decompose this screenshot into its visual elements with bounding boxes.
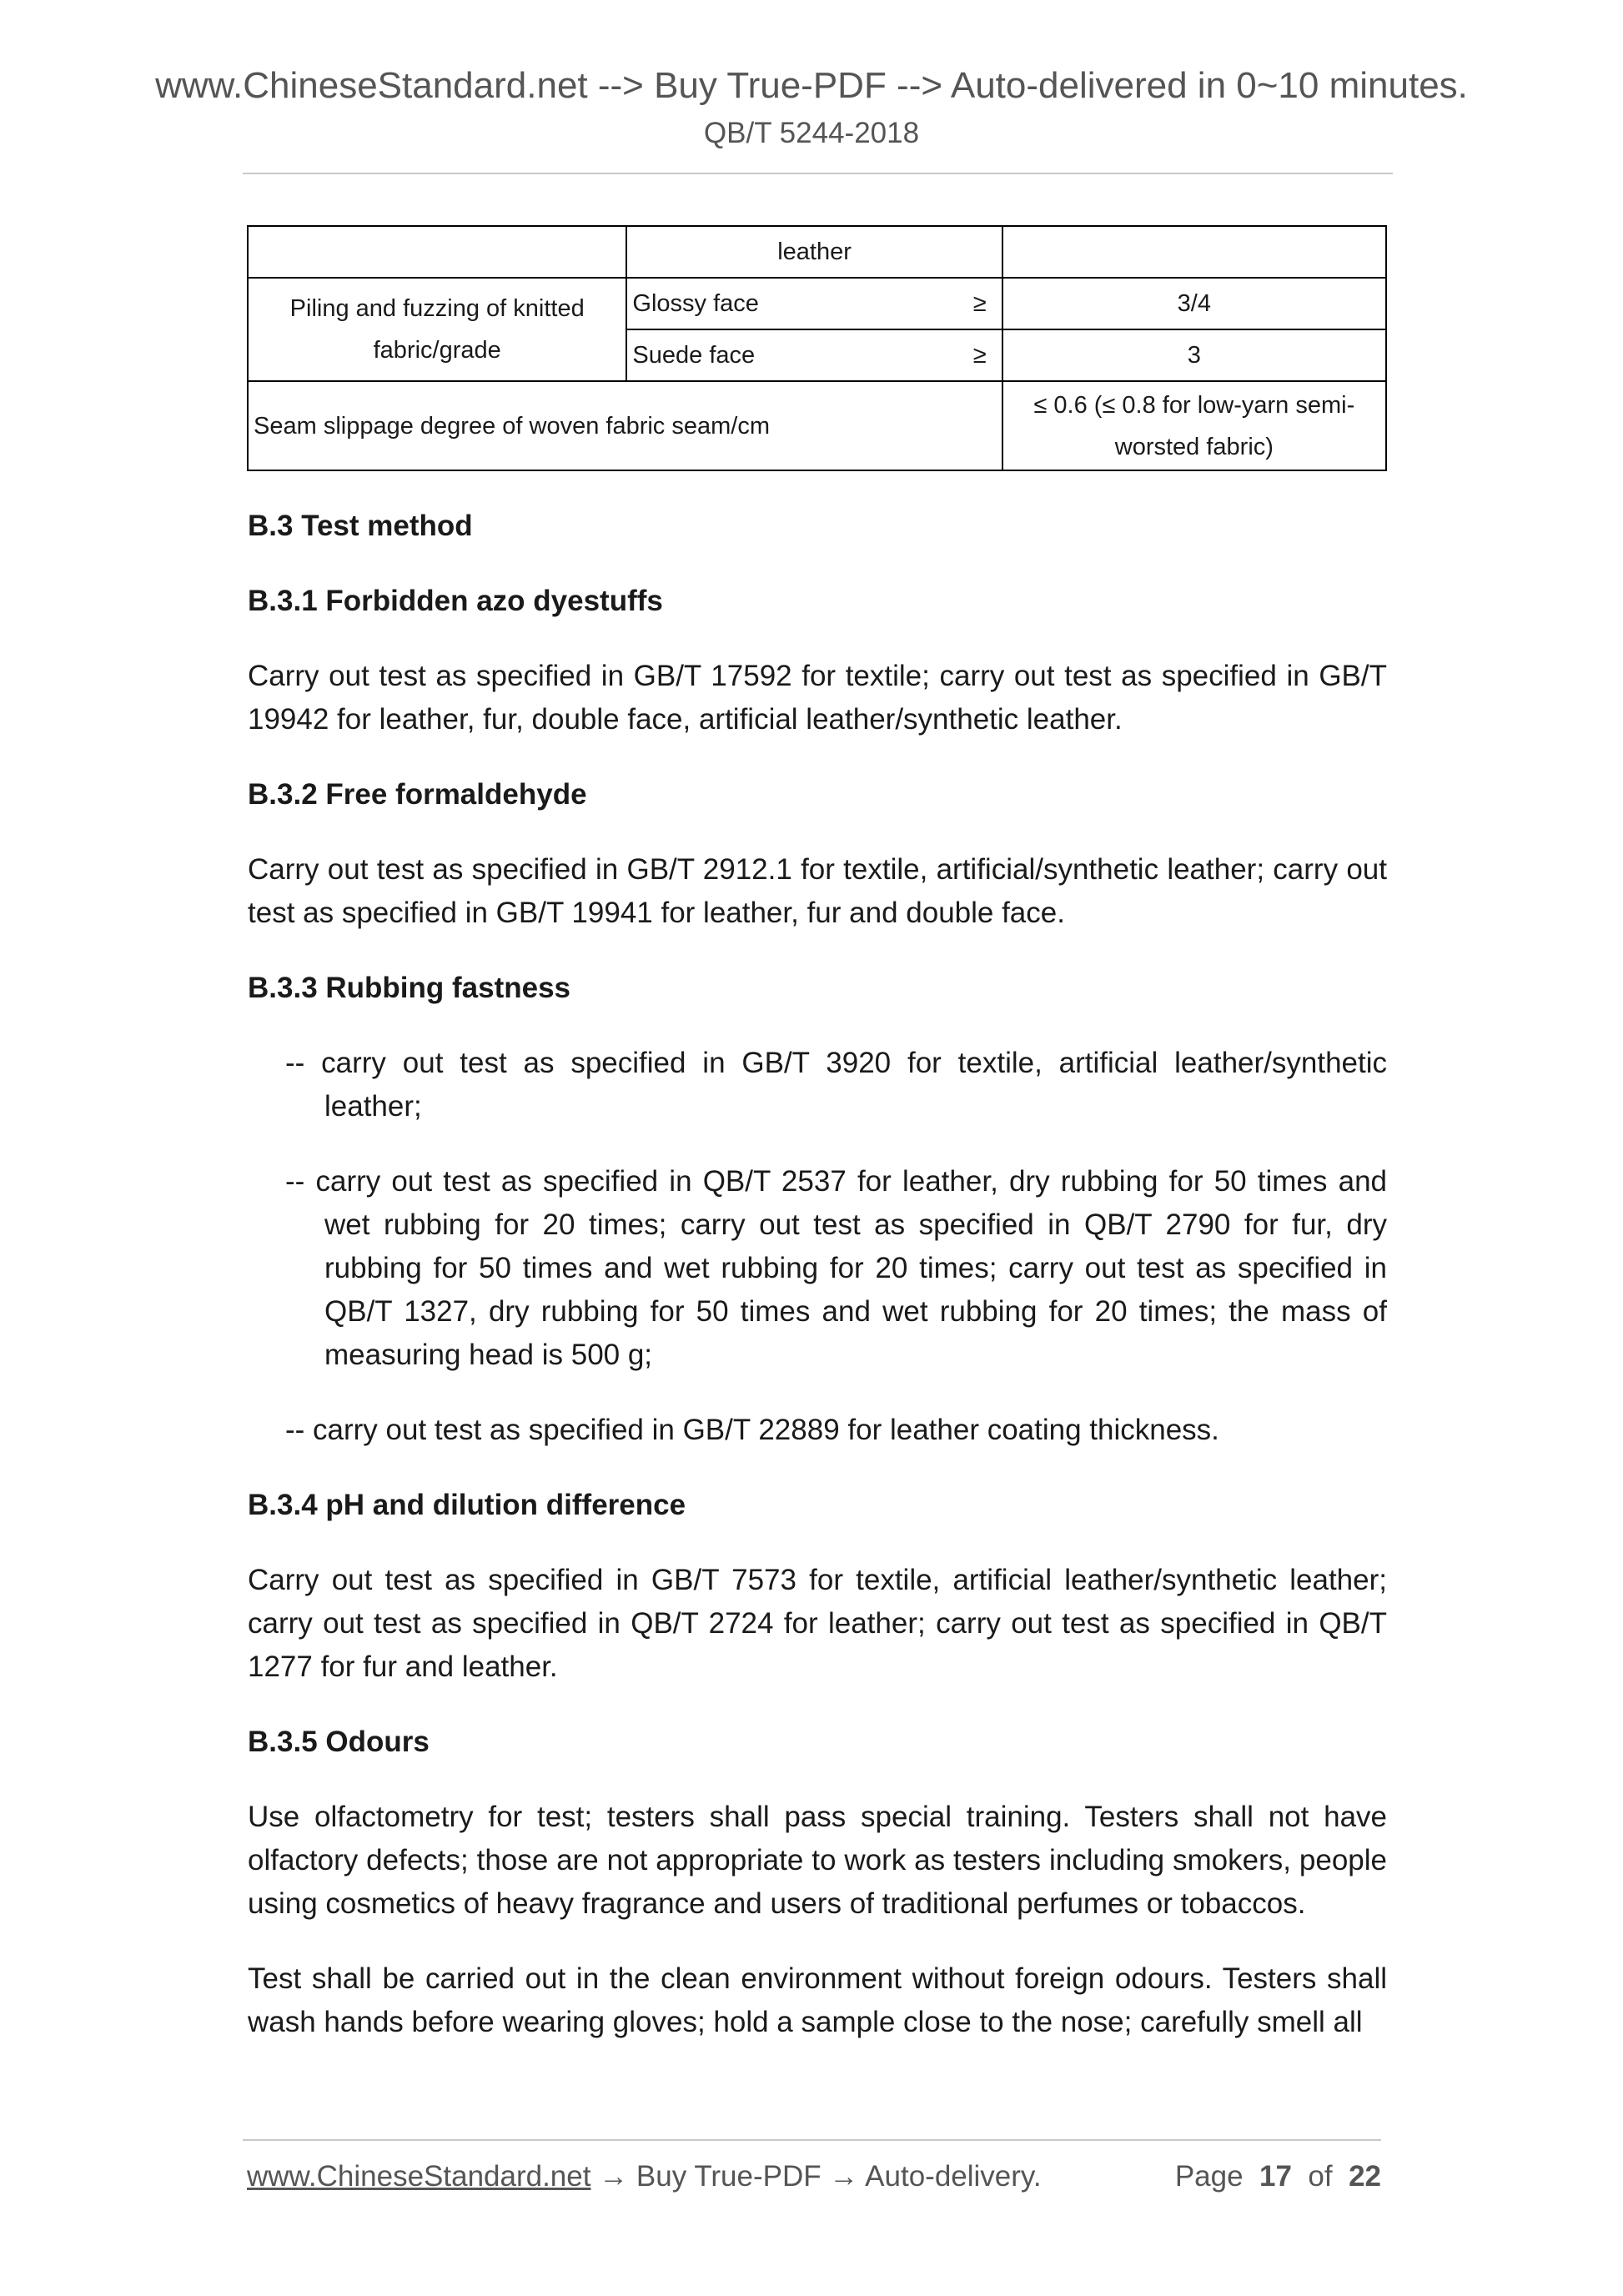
section-heading-b32: B.3.2 Free formaldehyde [248,778,587,811]
of-word: of [1308,2160,1333,2193]
paragraph-b34: Carry out test as specified in GB/T 7573 for textile, artificial leather/synthetic leather; carry out test as specified in QB/T 2724 for leather; carry out test as specified in QB/T 1277 for fur and leather. [248,1564,1387,1683]
list-item: -- carry out test as specified in GB/T 22889 for leather coating thickness. [285,1414,1219,1446]
page-total: 22 [1349,2160,1381,2193]
seam-slippage-value: ≤ 0.6 (≤ 0.8 for low-yarn semi-worsted fabric) [1002,381,1386,470]
section-heading-b33: B.3.3 Rubbing fastness [248,972,571,1004]
paragraph-b35-2: Test shall be carried out in the clean environment without foreign odours. Testers shall wash hands before wearing gloves; hold a sample close to the nose; carefully smell all [248,1962,1387,2038]
list-item: -- carry out test as specified in QB/T 2537 for leather, dry rubbing for 50 times and wet rubbing for 20 times; carry out test as specified in QB/T 2790 for fur, dry rubbing for 50 times and wet rubbing for 20 times; carry out test as specified in QB/T 1327, dry rubbing for 50 times and wet rubbing for 20 times; the mass of measuring head is 500 g; [285,1165,1387,1371]
glossy-face-label: Glossy face [632,290,759,317]
glossy-face-symbol: ≥ [972,290,987,317]
footer [247,2160,1381,2193]
footer-divider [243,2139,1381,2141]
paragraph-b35-1: Use olfactometry for test; testers shall pass special training. Testers shall not have olfactory defects; those are not appropriate to work as testers including smokers, people using cosmetics of heavy fragrance and users of traditional perfumes or tobaccos. [248,1801,1387,1920]
footer-tagline: → Buy True-PDF → Auto-delivery. [590,2160,1042,2193]
table-row [248,226,1386,278]
suede-face-symbol: ≥ [972,342,987,369]
table-row [248,278,1386,329]
paragraph-b31: Carry out test as specified in GB/T 17592 for textile; carry out test as specified in GB/T 19942 for leather, fur, double face, artificial leather/synthetic leather. [248,660,1387,736]
table-row [248,381,1386,470]
piling-label-cell: Piling and fuzzing of knitted fabric/grade [248,278,626,381]
suede-face-cell [626,329,1002,381]
table-cell [248,226,626,278]
seam-slippage-label: Seam slippage degree of woven fabric seam/cm [248,381,1002,470]
standard-number: QB/T 5244-2018 [703,117,920,149]
section-heading-b3: B.3 Test method [248,510,473,542]
page-word: Page [1174,2160,1244,2193]
section-heading-b31: B.3.1 Forbidden azo dyestuffs [248,585,663,617]
table-cell [1002,226,1386,278]
document-body [248,505,1387,2076]
page-number: 17 [1259,2160,1292,2193]
section-heading-b35: B.3.5 Odours [248,1726,430,1758]
section-heading-b34: B.3.4 pH and dilution difference [248,1489,686,1521]
suede-face-label: Suede face [632,342,756,369]
header-banner: www.ChineseStandard.net --> Buy True-PDF --> Auto-delivered in 0~10 minutes. [155,65,1468,106]
suede-face-value: 3 [1002,329,1386,381]
list-item: -- carry out test as specified in GB/T 3920 for textile, artificial leather/synthetic leather; [285,1047,1387,1123]
glossy-face-cell [626,278,1002,329]
page-indicator [1175,2160,1381,2193]
glossy-face-value: 3/4 [1002,278,1386,329]
requirements-table [247,225,1387,471]
footer-site-link[interactable]: www.ChineseStandard.net [247,2160,591,2193]
paragraph-b32: Carry out test as specified in GB/T 2912.1 for textile, artificial/synthetic leather; carry out test as specified in GB/T 19941 for leather, fur and double face. [248,853,1387,929]
table-cell: leather [626,226,1002,278]
header-divider [243,173,1393,174]
